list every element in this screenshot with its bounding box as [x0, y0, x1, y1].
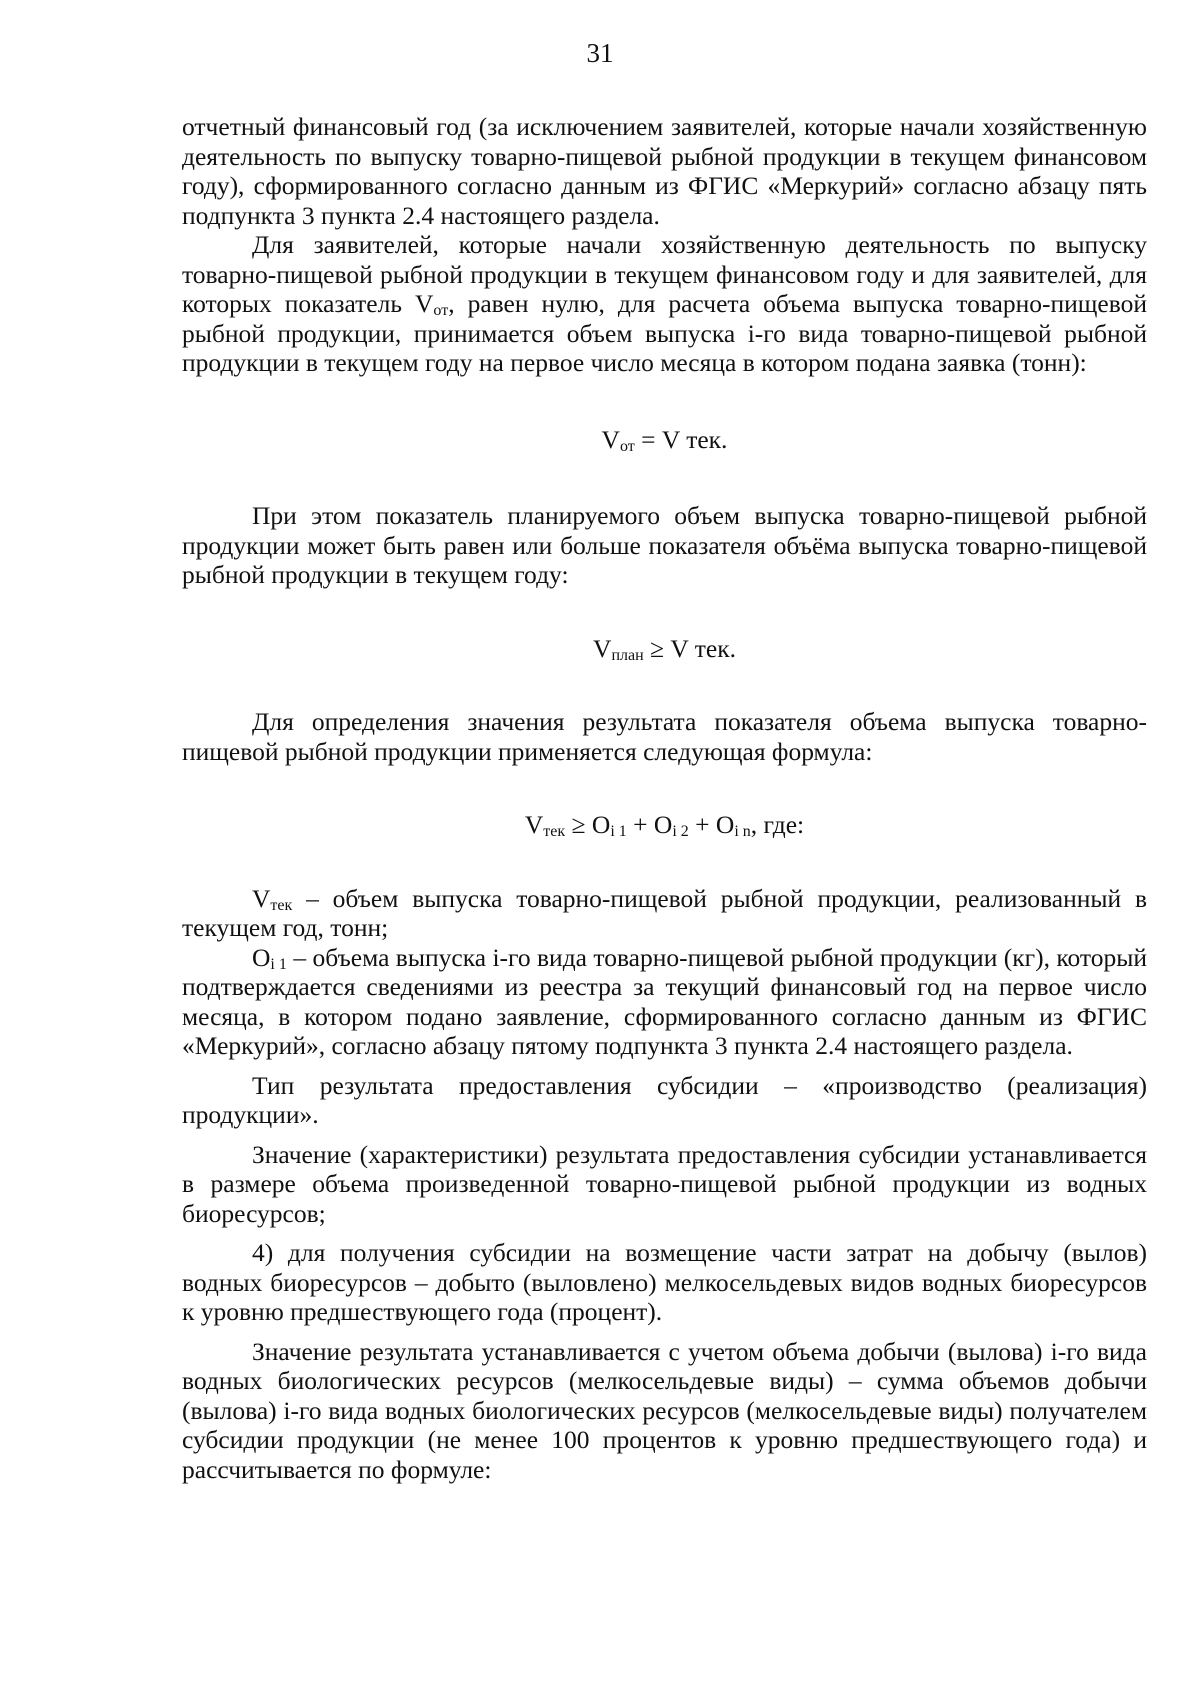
formula-1	[182, 425, 1147, 455]
formula-1-subscript: от	[619, 437, 635, 455]
definition-1-subscript: тек	[270, 896, 293, 914]
formula-3-subscript-1: i 1	[610, 823, 627, 840]
paragraph-8: Значение результата устанавливается с учетом объема добычи (вылова) i-го вида водных биологических ресурсов (мелкосельдевые виды) – сумма объемов добычи (вылова) i-го вида водных биологических ресурсов (мелкосельдевые виды) получателем субсидии продукции (не менее 100 процентов к уровню предшествующего года) и рассчитывается по формуле:	[182, 1336, 1147, 1484]
definition-2	[182, 943, 1147, 1061]
formula-3-plus-2: + O	[688, 810, 735, 839]
formula-2	[182, 634, 1147, 664]
formula-3-ge: ≥ O	[565, 810, 611, 839]
formula-3	[182, 810, 1147, 840]
page-number: 31	[586, 38, 614, 68]
formula-1-rhs: = V тек.	[634, 424, 728, 454]
formula-3-tail: , где:	[750, 810, 805, 839]
definition-2-subscript: i 1	[270, 955, 287, 973]
formula-2-var: V	[593, 633, 612, 663]
formula-1-var: V	[601, 424, 620, 454]
definition-1-text: – объем выпуска товарно-пищевой рыбной продукции, реализованный в текущем год, тонн;	[182, 883, 1147, 942]
paragraph-1: отчетный финансовый год (за исключением заявителей, которые начали хозяйственную деятельность по выпуску товарно-пищевой рыбной продукции в текущем финансовом году), сформированного согласно данным из ФГИС «Меркурий» согласно абзацу пять подпункта 3 пункта 2.4 настоящего раздела.	[182, 112, 1147, 230]
paragraph-2-text-end: , равен нулю, для расчета объема выпуска товарно-пищевой рыбной продукции, принимается объем выпуска i-го вида товарно-пищевой рыбной продукции в текущем году на первое число месяца в котором подана заявка (тонн):	[182, 289, 1147, 377]
formula-3-subscript-2: i 2	[672, 823, 689, 840]
paragraph-4: Для определения значения результата показателя объема выпуска товарно-пищевой рыбной продукции применяется следующая формула:	[182, 707, 1147, 766]
paragraph-2	[182, 230, 1147, 378]
formula-3-var: V	[524, 810, 544, 839]
paragraph-3: При этом показатель планируемого объем выпуска товарно-пищевой рыбной продукции может быть равен или больше показателя объёма выпуска товарно-пищевой рыбной продукции в текущем году:	[182, 501, 1147, 589]
definition-2-text: – объема выпуска i-го вида товарно-пищевой рыбной продукции (кг), который подтверждается сведениями из реестра за текущий финансовый год на первое число месяца, в котором подано заявление, сформированного согласно данным из ФГИС «Меркурий», согласно абзацу пятому подпункта 3 пункта 2.4 настоящего раздела.	[182, 942, 1147, 1060]
formula-3-plus-1: + O	[626, 810, 673, 839]
definition-2-var: O	[252, 942, 271, 972]
formula-3-subscript: тек	[543, 823, 566, 840]
paragraph-2-subscript: от	[433, 302, 449, 319]
formula-2-rhs: ≥ V тек.	[643, 633, 736, 663]
paragraph-2-text-start: Для заявителей, которые начали хозяйственную деятельность по выпуску товарно-пищевой рыбной продукции в текущем финансовом году и для заявителей, для которых показатель V	[182, 230, 1147, 318]
formula-3-subscript-n: i n	[734, 823, 751, 840]
paragraph-5: Тип результата предоставления субсидии – «производство (реализация) продукции».	[182, 1070, 1147, 1129]
paragraph-7: 4) для получения субсидии на возмещение части затрат на добычу (вылов) водных биоресурсов – добыто (выловлено) мелкосельдевых видов водных биоресурсов к уровню предшествующего года (процент).	[182, 1238, 1147, 1326]
document-body	[182, 112, 1147, 1484]
formula-2-subscript: план	[611, 646, 644, 664]
definition-1-var: V	[252, 883, 271, 913]
paragraph-6: Значение (характеристики) результата предоставления субсидии устанавливается в размере объема произведенной товарно-пищевой рыбной продукции из водных биоресурсов;	[182, 1139, 1147, 1228]
definition-1	[182, 884, 1147, 943]
